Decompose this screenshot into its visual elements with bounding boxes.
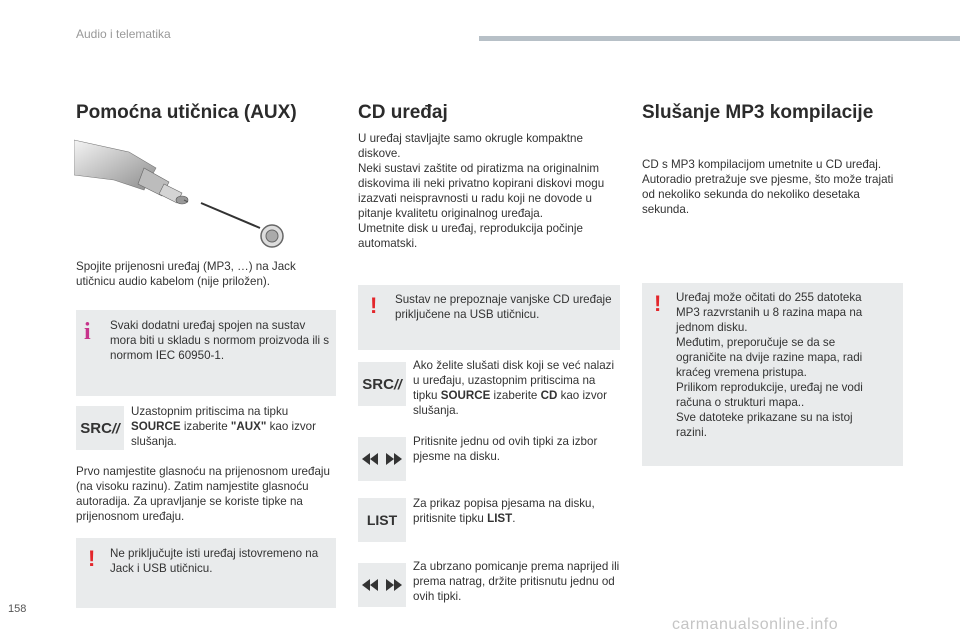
warning-icon: ! [370,293,378,318]
aux-volume-text: Prvo namjestite glasnoću na prijenosnom uređaju (na visoku razinu). Zatim namjestite glasnoću autoradija. Za upravljanje se koriste tipke na prijenosnom uređaju. [76,465,330,523]
fast-forward-rewind-icon [362,578,402,592]
src-button: SRC// [358,362,406,406]
cd-list-text: Za prikaz popisa pjesama na disku, pritisnite tipku LIST. [413,497,595,525]
warning-icon: ! [88,546,96,571]
mp3-title: Slušanje MP3 kompilacije [642,102,874,123]
cd-skip-text: Pritisnite jednu od ovih tipki za izbor pjesme na disku. [413,435,598,463]
skip-icon [362,452,402,466]
watermark: carmanualsonline.info [672,616,839,633]
cd-text: U uređaj stavljajte samo okrugle kompaktne diskove. Neki sustavi zaštite od piratizma na originalnim diskovima ili neki privatno kopirani diskovi mogu izazvati neispravnosti u radu koji ne dovode u pitanje kvalitetu originalnog uređaja. Umetnite disk u uređaj, reprodukcija počinje automatski. [358,132,605,250]
aux-info-box: i Svaki dodatni uređaj spojen na sustav mora biti u skladu s normom proizvoda ili s normom IEC 60950-1. [76,310,336,396]
fast-buttons [358,563,406,607]
mp3-text: CD s MP3 kompilacijom umetnite u CD uređaj. Autoradio pretražuje sve pjesme, što može trajati od nekoliko sekunda do nekoliko desetaka sekunda. [642,158,894,216]
skip-buttons [358,437,406,481]
cd-title: CD uređaj [358,102,448,123]
src-button: SRC// [76,406,124,450]
aux-warning-box: ! Ne priključujte isti uređaj istovremeno na Jack i USB utičnicu. [76,538,336,608]
info-icon: i [84,319,91,345]
mp3-warning-box: ! Uređaj može očitati do 255 datoteka MP3 razvrstanih u 8 razina mapa na jednom disku. Međutim, preporučuje se da se ograničite na dvije razine mapa, radi kraćeg vremena pristupa. Prilikom reprodukcije, uređaj ne vodi računa o strukturi mapa.. Sve datoteke prikazane su na istoj razini. [642,283,903,466]
header-bar [479,36,960,41]
aux-intro: Spojite prijenosni uređaj (MP3, …) na Jack utičnicu audio kabelom (nije priložen). [76,260,296,288]
section-title: Audio i telematika [76,27,171,41]
cd-source-text: Ako želite slušati disk koji se već nalazi u uređaju, uzastopnim pritiscima na tipku SOURCE izaberite CD kao izvor slušanja. [413,359,615,417]
cd-fast-text: Za ubrzano pomicanje prema naprijed ili prema natrag, držite pritisnutu jednu od ovih tipki. [413,560,620,603]
page-number: 158 [8,603,27,615]
cd-warning-box: ! Sustav ne prepoznaje vanjske CD uređaje priključene na USB utičnicu. [358,285,620,350]
aux-source-text: Uzastopnim pritiscima na tipku SOURCE izaberite "AUX" kao izvor slušanja. [131,405,316,448]
aux-title: Pomoćna utičnica (AUX) [76,102,297,123]
warning-icon: ! [654,291,662,316]
jack-cable-illustration [74,130,290,248]
list-button: LIST [358,498,406,542]
